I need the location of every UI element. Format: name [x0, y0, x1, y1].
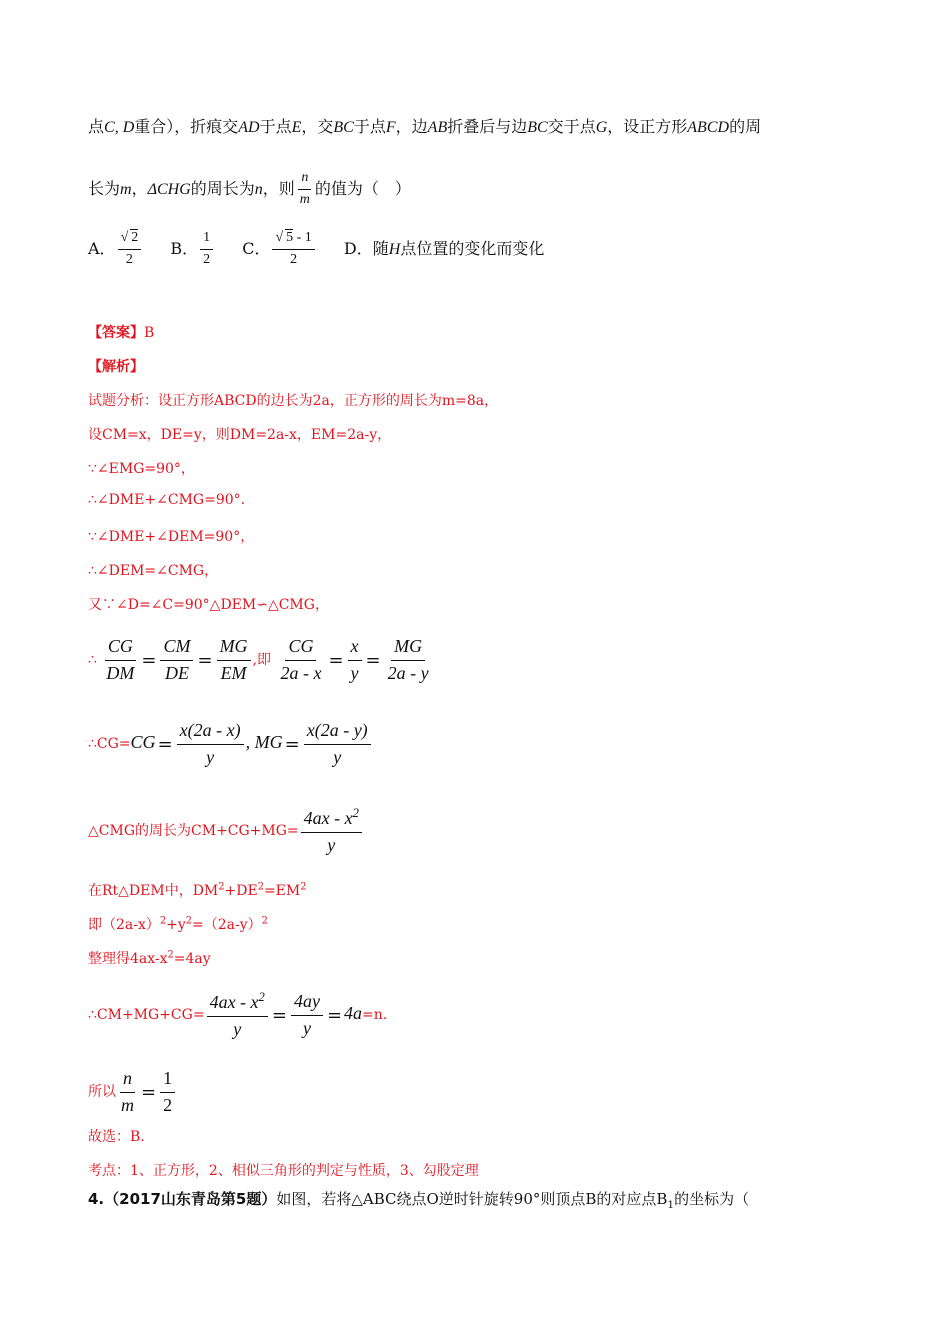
numerator: x(2a - x): [177, 720, 244, 745]
numerator: n: [120, 1068, 135, 1093]
denominator: y: [233, 1018, 242, 1039]
numerator: CG: [105, 636, 136, 661]
analysis-line-11: 故选：B.: [88, 1129, 145, 1145]
denominator: 2a - x: [280, 662, 322, 683]
math-var: 4a: [344, 1003, 363, 1024]
radicand: 5: [286, 230, 294, 245]
text-segment: =EM: [263, 883, 301, 899]
denominator: 2a - y: [387, 662, 429, 683]
fraction-mg-em: [217, 636, 251, 684]
answer-line: [88, 322, 154, 342]
superscript: 2: [300, 881, 307, 893]
numerator: n: [298, 170, 311, 190]
text-segment: ,即: [252, 652, 272, 669]
superscript: 2: [159, 915, 167, 927]
text-segment: △CMG的周长为CM+CG+MG=: [88, 823, 299, 840]
numerator: CG: [285, 636, 316, 661]
numerator: MG: [391, 636, 425, 661]
numerator: 1: [160, 1068, 175, 1093]
text-segment: 整理得4ax-x: [88, 951, 168, 967]
math-var: E: [291, 119, 302, 136]
text-segment: ，设正方形: [607, 117, 688, 136]
denominator: y: [333, 746, 342, 767]
fraction-cg-dm: [103, 636, 137, 684]
text-segment: ，边: [395, 117, 428, 136]
denominator: m: [299, 191, 310, 207]
text-segment: =n.: [362, 1007, 388, 1024]
math-var: CG: [130, 732, 156, 753]
numerator-base: 4ax - x: [303, 808, 353, 828]
text-segment: ，交: [301, 117, 334, 136]
denominator: m: [121, 1094, 134, 1115]
analysis-line-10: [88, 948, 211, 968]
denominator: y: [350, 662, 359, 683]
denominator: y: [327, 834, 336, 855]
fraction-perimeter: [301, 806, 362, 856]
option-c-label: C．: [242, 238, 271, 258]
text-segment: =（2a-y）: [192, 917, 262, 933]
numerator: [301, 806, 362, 833]
denominator: 2: [163, 1094, 173, 1115]
fraction-cm-de: [160, 636, 193, 684]
formula-cg-mg: ∴CG=CG = $\frac{x(2a - x)}{y}$ , MG = $\frac{x(2a - y)}{y}$: [88, 720, 373, 768]
denominator: y: [206, 746, 215, 767]
option-d-label: D．随: [343, 238, 389, 258]
numerator-base: 4ax - x: [209, 992, 259, 1012]
math-var: AD: [238, 119, 260, 136]
fraction-mg-2a-y: [385, 636, 432, 684]
fraction-n-over-m: [297, 170, 313, 209]
text-segment: 折叠后与边: [447, 117, 528, 136]
math-var: F: [385, 119, 396, 136]
fraction-x-y: [348, 636, 362, 684]
text-segment: 于点: [259, 117, 292, 136]
numerator: 4ay: [291, 991, 323, 1016]
text-segment: 的周: [729, 117, 762, 136]
math-var: ΔCHG: [147, 180, 191, 198]
text-segment: 长为: [88, 178, 121, 198]
denominator: DE: [164, 662, 189, 683]
analysis-line-9: [88, 914, 268, 934]
text-segment: +DE: [224, 883, 258, 899]
numerator: MG: [217, 636, 251, 661]
math-var: m: [120, 180, 132, 198]
radicand: 2: [131, 230, 139, 245]
analysis-line-8: [88, 880, 306, 900]
numerator: 1: [200, 230, 213, 250]
numerator: x(2a - y): [304, 720, 371, 745]
math-var: H: [388, 240, 401, 258]
math-var: ABCD: [687, 119, 730, 136]
text-segment: 的周长为: [190, 178, 255, 198]
analysis-line-2: 设CM=x，DE=y，则DM=2a-x，EM=2a-y，: [88, 427, 392, 443]
text-segment: 的坐标为（: [674, 1190, 750, 1208]
text-segment: +y: [166, 917, 186, 933]
denominator: 2: [125, 251, 133, 267]
text-segment: =4ay: [173, 951, 211, 967]
numerator: x: [348, 636, 362, 661]
text-segment: 所以: [88, 1084, 116, 1101]
math-var: BC: [333, 119, 354, 136]
superscript: 2: [185, 915, 192, 927]
denominator: DM: [106, 662, 135, 683]
text-segment: ，则: [262, 178, 295, 198]
denominator: y: [302, 1017, 311, 1038]
text-segment: 的值为（ ）: [314, 178, 411, 198]
analysis-line-3: ∵∠EMG=90°，: [88, 461, 195, 477]
denominator: 2: [290, 251, 298, 267]
analysis-line-12: 考点：1、正方形，2、相似三角形的判定与性质，3、勾股定理: [88, 1163, 479, 1179]
question-line-2: [88, 170, 411, 209]
numerator: √ 2: [118, 230, 142, 250]
text-segment: 点: [88, 117, 105, 136]
subscript: 1: [667, 1199, 675, 1211]
next-question-line: [88, 1188, 749, 1211]
numerator: [207, 990, 268, 1017]
answer-value: B: [144, 325, 155, 341]
superscript: 2: [257, 881, 264, 893]
math-var: AB: [427, 119, 448, 136]
formula-sum: ∴CM+MG+CG= $\frac{4ax - x^2}{y}$ = $\frac{4ay}{y}$ = 4a=n.: [88, 990, 388, 1039]
analysis-line-4: ∴∠DME+∠CMG=90°.: [88, 492, 246, 508]
numerator: CM: [160, 636, 193, 661]
fraction-mg-value: [304, 720, 371, 768]
numerator-rest: - 1: [293, 230, 312, 245]
superscript: 2: [261, 915, 268, 927]
text-segment: 即（2a-x）: [88, 917, 160, 933]
analysis-label: 【解析】: [88, 359, 144, 375]
text-segment: 重合），折痕交: [134, 117, 239, 136]
math-var: BC: [527, 119, 548, 136]
question-line-1: [88, 114, 761, 137]
fraction-sum-2: [291, 991, 323, 1039]
option-c-fraction: [272, 230, 314, 269]
fraction-n-m: [118, 1068, 137, 1116]
options-row: [88, 230, 544, 269]
analysis-line-7: 又∵∠D=∠C=90°△DEM∽△CMG，: [88, 597, 329, 613]
answer-label: 【答案】: [88, 325, 144, 341]
math-var: G: [595, 119, 608, 136]
analysis-line-1: 试题分析：设正方形ABCD的边长为2a，正方形的周长为m=8a，: [88, 393, 499, 409]
superscript: 2: [258, 990, 265, 1004]
denominator: EM: [220, 662, 247, 683]
text-segment: 于点: [353, 117, 386, 136]
text-segment: ，: [131, 178, 148, 198]
text-segment: 在Rt△DEM中，DM: [88, 883, 219, 899]
option-a-fraction: [118, 230, 142, 269]
question-source: （2017山东青岛第5题）: [104, 1190, 277, 1208]
formula-result: 所以 $\frac{n}{m}$ = $\frac{1}{2}$: [88, 1068, 177, 1116]
option-b-fraction: [200, 230, 213, 269]
math-var: C, D: [104, 119, 135, 136]
option-d-text: 点位置的变化而变化: [400, 238, 545, 258]
analysis-line-6: ∴∠DEM=∠CMG，: [88, 563, 219, 579]
text-segment: 如图，若将△ABC绕点O逆时针旋转90°则顶点B的对应点B: [276, 1190, 668, 1208]
formula-perimeter: [88, 806, 364, 856]
numerator: √ 5 - 1: [272, 230, 314, 250]
option-a-label: A．: [88, 238, 116, 258]
denominator: 2: [203, 251, 211, 267]
fraction-one-half: [160, 1068, 175, 1116]
superscript: 2: [218, 881, 225, 893]
question-number: 4.: [88, 1190, 105, 1208]
analysis-line-5: ∵∠DME+∠DEM=90°，: [88, 529, 255, 545]
option-b-label: B．: [170, 238, 199, 258]
superscript: 2: [167, 949, 174, 961]
formula-similar-ratios: ∴ $\frac{CG}{DM}$ = $\frac{CM}{DE}$ = $\frac{MG}{EM}$ ,即 $\frac{CG}{2a - x}$ = $\frac{x}{y}$ = $\frac{MG}{2a - y}$: [88, 636, 434, 684]
fraction-sum-1: [207, 990, 268, 1040]
math-var: , MG: [245, 732, 283, 753]
fraction-cg-value: [177, 720, 244, 768]
text-segment: ∴CM+MG+CG=: [88, 1007, 205, 1024]
text-segment: 交于点: [547, 117, 596, 136]
therefore-symbol: ∴: [88, 652, 97, 669]
text-segment: ∴CG=: [88, 736, 131, 753]
fraction-cg-2a-x: [277, 636, 324, 684]
superscript: 2: [352, 806, 359, 820]
math-var: n: [254, 180, 263, 198]
